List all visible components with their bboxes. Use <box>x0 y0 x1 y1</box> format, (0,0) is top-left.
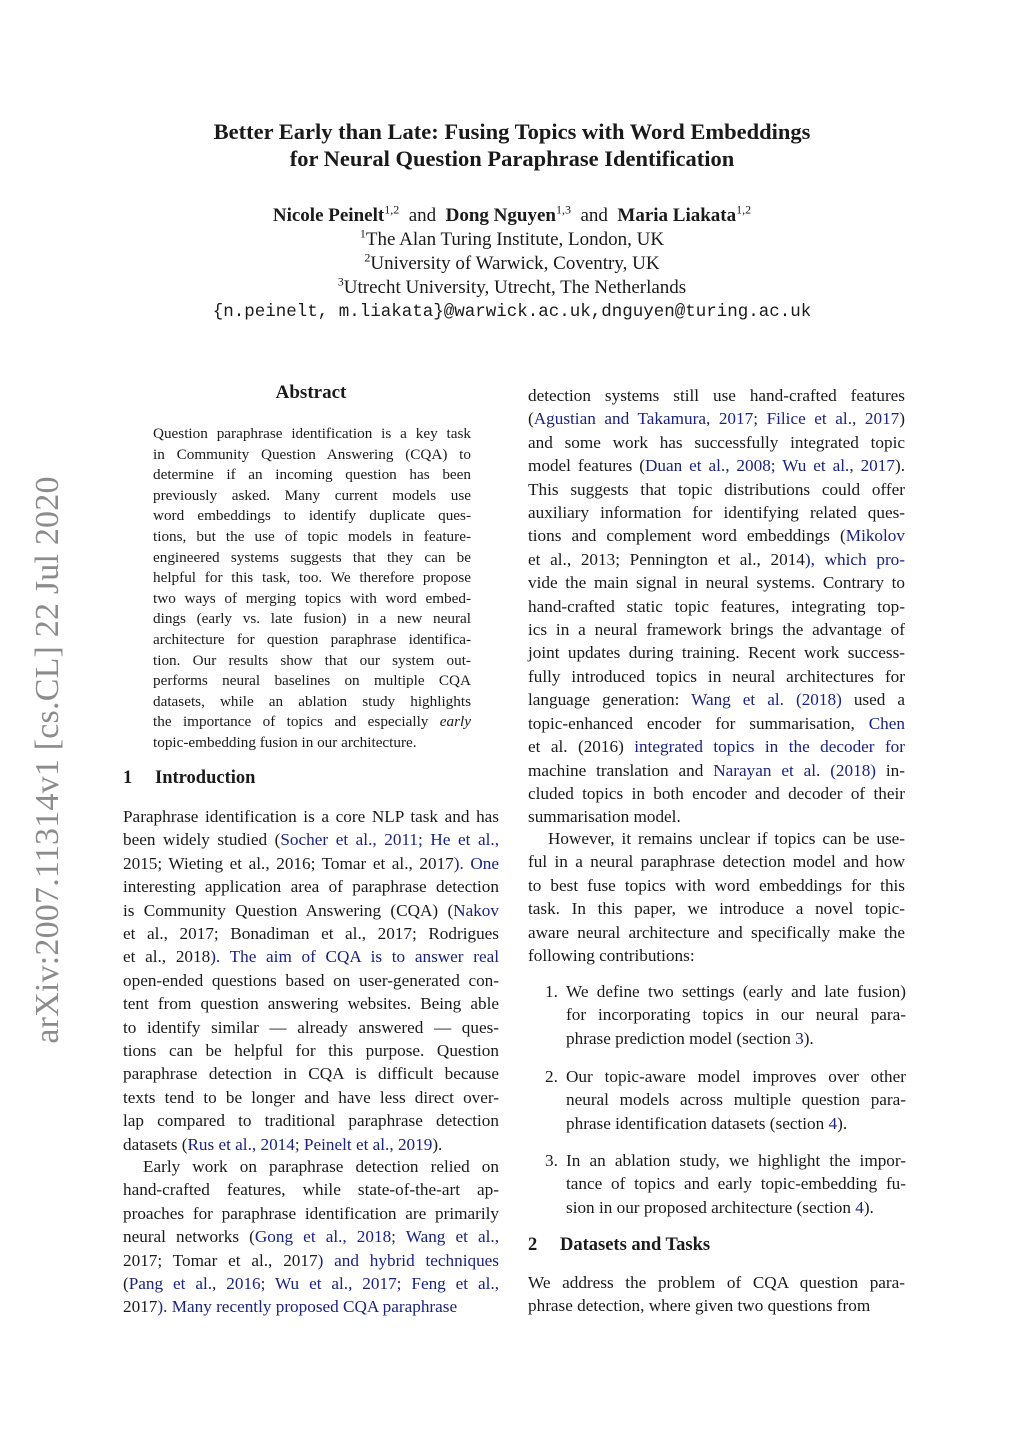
right-paragraph-1 <box>528 384 905 829</box>
author-affil-sup: 1,3 <box>555 202 571 217</box>
text-line: sion in our proposed architecture (section 4). <box>566 1197 874 1217</box>
text-line: interesting application area of paraphrase detection <box>123 877 499 897</box>
affiliation-2: $^2$University of Warwick, Coventry, UK <box>364 250 660 274</box>
citation-link[interactable]: Wang et al. (2018) <box>691 690 842 710</box>
text-line: Our topic-aware model improves over other <box>566 1067 906 1086</box>
text-line: previously asked. Many current models use <box>153 486 471 504</box>
text-line: tent from question answering websites. Being able <box>123 994 499 1014</box>
text-line: cluded topics in both encoder and decoder of their <box>528 783 905 803</box>
list-item-body <box>566 1149 906 1219</box>
text-line: to identify similar — already answered — ques- <box>123 1017 499 1037</box>
text-line: engineered systems suggests that they can be <box>153 548 471 566</box>
text-line: et al. (2016) integrated topics in the decoder for <box>528 737 905 757</box>
intro-paragraph-2 <box>123 1155 499 1319</box>
emphasized-word: early <box>439 713 471 731</box>
citation-link[interactable]: Nakov <box>453 900 499 920</box>
text-line: texts tend to be longer and have less direct over- <box>123 1087 499 1107</box>
citation-link[interactable]: ). The aim of CQA is to answer real <box>210 947 499 967</box>
citation-link[interactable]: ). Many recently proposed CQA paraphrase <box>157 1297 458 1317</box>
citation-link[interactable]: ), which pro- <box>804 549 905 569</box>
text-line: proaches for paraphrase identification are primarily <box>123 1203 499 1223</box>
abstract-body <box>153 424 471 754</box>
text-line: datasets, while an ablation study highlights <box>153 692 471 710</box>
text-line: ics in a neural framework brings the advantage of <box>528 620 905 640</box>
text-line: machine translation and Narayan et al. (2018) in- <box>528 760 905 780</box>
citation-link[interactable]: Gong et al., 2018; Wang et al., <box>254 1227 499 1247</box>
author-name: Dong Nguyen <box>445 205 556 226</box>
text-line: for incorporating topics in our neural para- <box>566 1005 906 1025</box>
text-line: helpful for this task, too. We therefore propose <box>153 569 471 587</box>
affiliation-3: $^3$Utrecht University, Utrecht, The Netherlands <box>337 274 687 298</box>
text-line: tion. Our results show that our system out- <box>153 651 471 669</box>
text-line: We define two settings (early and late fusion) <box>566 982 906 1001</box>
citation-link[interactable]: Socher et al., 2011; He et al., <box>280 830 499 850</box>
text-line: detection systems still use hand-crafted features <box>528 386 905 405</box>
citation-link[interactable]: Pang et al., 2016; Wu et al., 2017; Feng et al., <box>128 1274 499 1294</box>
text-line: phrase prediction model (section 3). <box>566 1028 814 1048</box>
text-line: datasets (Rus et al., 2014; Peinelt et al., 2019). <box>123 1134 443 1154</box>
text-line: In an ablation study, we highlight the impor- <box>566 1151 906 1170</box>
text-line: fully introduced topics in neural architectures for <box>528 666 905 686</box>
text-line: architecture for question paraphrase identifica- <box>153 630 471 648</box>
text-line: (Agustian and Takamura, 2017; Filice et al., 2017) <box>528 409 905 429</box>
citation-link[interactable]: 4 <box>828 1113 838 1133</box>
text-line: phrase identification datasets (section 4). <box>566 1113 848 1133</box>
list-marker: 2. <box>545 1067 558 1086</box>
text-line: tions can be helpful for this purpose. Question <box>123 1041 499 1061</box>
text-line: dings (early vs. late fusion) in a new neural <box>153 610 471 628</box>
text-line: model features (Duan et al., 2008; Wu et al., 2017). <box>528 456 905 476</box>
text-line: paraphrase detection in CQA is difficult because <box>123 1064 499 1084</box>
author-block <box>90 204 934 324</box>
citation-link[interactable]: ). One <box>453 853 499 873</box>
citation-link[interactable]: Agustian and Takamura, 2017; Filice et al., 2017 <box>533 409 900 429</box>
paper-title <box>90 118 934 172</box>
citation-link[interactable]: Chen <box>868 713 905 733</box>
text-line: et al., 2018). The aim of CQA is to answer real <box>123 947 499 967</box>
text-line: tions and complement word embeddings (Mikolov <box>528 526 905 546</box>
text-line: hand-crafted features, while state-of-the-art ap- <box>123 1180 499 1200</box>
text-line: lap compared to traditional paraphrase detection <box>123 1111 499 1131</box>
text-line: performs neural baselines on multiple CQA <box>153 672 471 690</box>
abstract-heading: Abstract <box>275 382 347 403</box>
author-emails: {n.peinelt, m.liakata}@warwick.ac.uk,dnguyen@turing.ac.uk <box>212 302 812 322</box>
text-line: to best fuse topics with word embeddings for this <box>528 875 905 895</box>
text-line: summarisation model. <box>528 807 681 827</box>
right-paragraph-3 <box>528 1271 905 1318</box>
text-line: been widely studied (Socher et al., 2011; He et al., <box>123 830 499 850</box>
list-item-body <box>566 1065 906 1135</box>
right-paragraph-2 <box>528 827 905 967</box>
text-line: topic-embedding fusion in our architecture. <box>153 733 417 751</box>
citation-link[interactable]: Duan et al., 2008; Wu et al., 2017 <box>644 456 895 476</box>
text-line: neural networks (Gong et al., 2018; Wang et al., <box>123 1227 499 1247</box>
author-names <box>90 204 934 228</box>
affiliation-1: $^1$The Alan Turing Institute, London, UK <box>359 226 665 250</box>
author-and: and <box>408 205 437 226</box>
text-line: and some work has successfully integrated topic <box>528 432 905 452</box>
text-line: in Community Question Answering (CQA) to <box>153 445 471 463</box>
text-line: aware neural architecture and specifically make the <box>528 922 905 942</box>
section-heading-datasets: 2 Datasets and Tasks <box>528 1235 711 1255</box>
citation-link[interactable]: 4 <box>855 1197 864 1217</box>
citation-link[interactable]: ) and hybrid techniques <box>317 1250 499 1270</box>
intro-paragraph-1 <box>123 805 499 1156</box>
text-line: 2017; Tomar et al., 2017) and hybrid techniques <box>123 1250 499 1270</box>
list-marker: 3. <box>545 1151 558 1170</box>
text-line: auxiliary information for identifying related ques- <box>528 503 905 523</box>
text-line: joint updates during training. Recent work success- <box>528 643 905 663</box>
text-line: We address the problem of CQA question para- <box>528 1273 905 1292</box>
text-line: Paraphrase identification is a core NLP task and has <box>123 807 499 826</box>
text-line: Early work on paraphrase detection relied on <box>143 1157 499 1176</box>
text-line: following contributions: <box>528 946 695 966</box>
text-line: However, it remains unclear if topics can be use- <box>548 829 905 848</box>
text-line: 2017). Many recently proposed CQA paraphrase <box>123 1297 458 1317</box>
title-line-2: for Neural Question Paraphrase Identification <box>289 146 735 171</box>
author-name: Maria Liakata <box>617 205 737 226</box>
text-line: determine if an incoming question has been <box>153 466 471 484</box>
title-line-1: Better Early than Late: Fusing Topics with Word Embeddings <box>213 119 811 144</box>
text-line: (Pang et al., 2016; Wu et al., 2017; Feng et al., <box>123 1274 499 1294</box>
text-line: word embeddings to identify duplicate ques- <box>153 507 471 525</box>
author-name: Nicole Peinelt <box>272 205 385 226</box>
text-line: This suggests that topic distributions could offer <box>528 479 905 499</box>
list-item-body <box>566 980 906 1050</box>
text-line: ful in a neural paraphrase detection model and how <box>528 852 905 872</box>
author-and: and <box>580 205 608 226</box>
citation-link[interactable]: Rus et al., 2014; Peinelt et al., 2019 <box>187 1134 433 1154</box>
text-line: two ways of merging topics with word embed- <box>153 589 471 607</box>
arxiv-identifier: arXiv:2007.11314v1 [cs.CL] 22 Jul 2020 <box>29 476 66 1044</box>
text-line: neural models across multiple question para- <box>566 1090 906 1110</box>
text-line: vide the main signal in neural systems. Contrary to <box>528 573 905 593</box>
text-line: open-ended questions based on user-generated con- <box>123 970 499 990</box>
citation-link[interactable]: Mikolov <box>845 526 905 546</box>
citation-link[interactable]: 3 <box>795 1028 804 1048</box>
text-line: tions, but the use of topic models in feature- <box>153 527 471 545</box>
text-line: et al., 2013; Pennington et al., 2014), which pro- <box>528 549 905 569</box>
text-line: is Community Question Answering (CQA) (Nakov <box>123 900 499 920</box>
section-heading-introduction: 1 Introduction <box>123 768 256 788</box>
citation-link[interactable]: integrated topics in the decoder for <box>623 737 905 757</box>
text-line: et al., 2017; Bonadiman et al., 2017; Rodrigues <box>123 924 499 944</box>
text-line: Question paraphrase identification is a key task <box>153 425 471 442</box>
text-line: the importance of topics and especially early <box>153 713 471 731</box>
citation-link[interactable]: Narayan et al. (2018) <box>713 760 877 780</box>
text-line: task. In this paper, we introduce a novel topic- <box>528 899 905 919</box>
author-affil-sup: 1,2 <box>736 202 752 217</box>
author-affil-sup: 1,2 <box>384 202 400 217</box>
text-line: topic-enhanced encoder for summarisation, Chen <box>528 713 905 733</box>
list-marker: 1. <box>545 982 558 1001</box>
text-line: tance of topics and early topic-embedding fu- <box>566 1174 906 1194</box>
text-line: language generation: Wang et al. (2018) used a <box>528 690 905 710</box>
text-line: 2015; Wieting et al., 2016; Tomar et al., 2017). One <box>123 853 499 873</box>
text-line: phrase detection, where given two questions from <box>528 1296 871 1316</box>
text-line: hand-crafted static topic features, integrating top- <box>528 596 905 616</box>
